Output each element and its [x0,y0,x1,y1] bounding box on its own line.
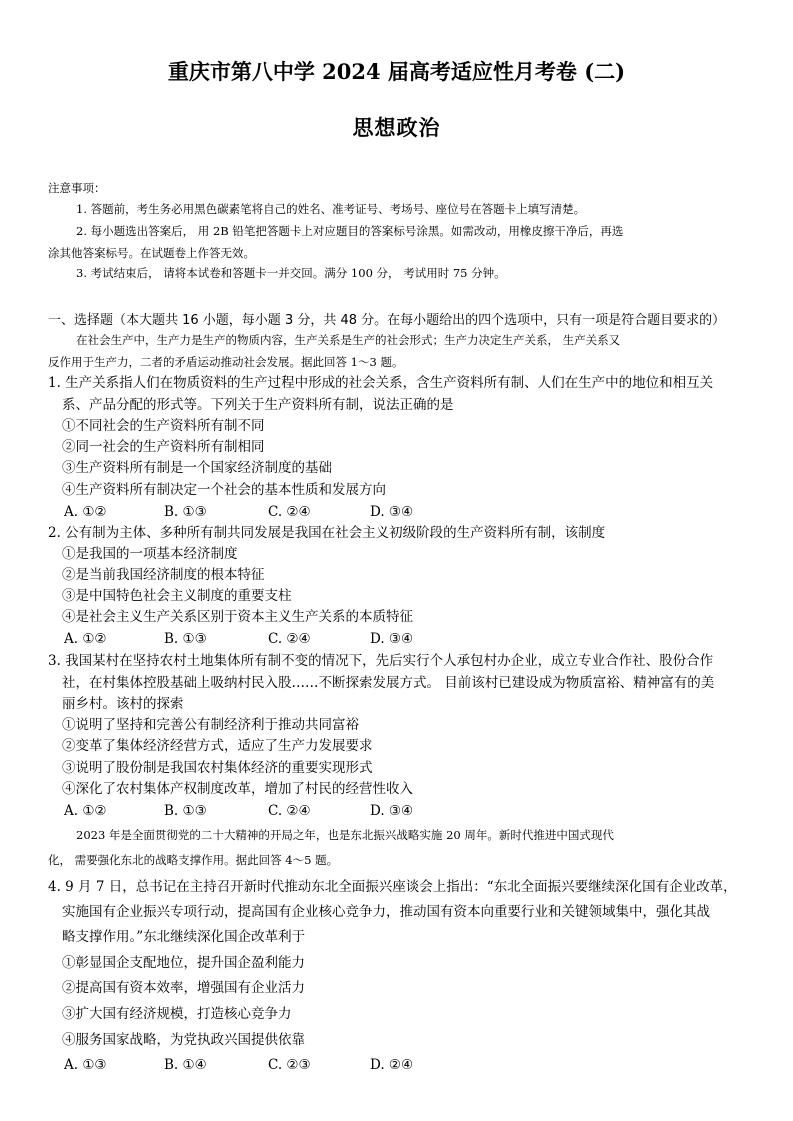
passage-line: 在社会生产中，生产力是生产的物质内容，生产关系是生产的社会形式；生产力决定生产关系， 生产关系又 [76,333,621,347]
question-2-item: ②是当前我国经济制度的根本特征 [62,567,265,583]
question-1-item: ③生产资料所有制是一个国家经济制度的基础 [62,460,332,476]
passage-line: 2023 年是全面贯彻党的二十大精神的开局之年，也是东北振兴战略实施 20 周年。新时代推进中国式现代 [76,828,614,842]
note-line: 1. 答题前，考生务必用黑色碳素笔将自己的姓名、准考证号、考场号、座位号在答题卡上填写清楚。 [76,202,586,216]
section-heading: 一、选择题（本大题共 16 小题，每小题 3 分，共 48 分。在每小题给出的四个选项中，只有一项是符合题目要求的） [48,313,726,328]
question-2-option-b: B. ①③ [164,631,207,647]
question-3-item: ②变革了集体经济经营方式，适应了生产力发展要求 [62,738,373,754]
question-4-option-c: C. ②③ [268,1057,311,1073]
question-1-item: ①不同社会的生产资料所有制不同 [62,418,265,434]
question-3-item: ③说明了股份制是我国农村集体经济的重要实现形式 [62,760,373,776]
question-4-item: ①彰显国企支配地位，提升国企盈利能力 [62,955,305,971]
question-4-item: ④服务国家战略，为党执政兴国提供依靠 [62,1032,305,1048]
question-3-option-a: A. ①② [64,803,107,819]
notes-heading: 注意事项： [48,181,106,195]
passage-line: 反作用于生产力，二者的矛盾运动推动社会发展。据此回答 1～3 题。 [48,355,404,369]
question-4-stem: 实施国有企业振兴专项行动，提高国有企业核心竞争力，推动国有资本向重要行业和关键领域集中，强化其战 [62,904,710,920]
question-3-stem: 3. 我国某村在坚持农村土地集体所有制不变的情况下，先后实行个人承包村办企业，成立专业合作社、股份合作 [48,653,714,669]
question-3-item: ①说明了坚持和完善公有制经济利于推动共同富裕 [62,717,359,733]
question-1-stem: 系、产品分配的形式等。下列关于生产资料所有制，说法正确的是 [62,397,454,413]
question-4-option-a: A. ①③ [64,1057,107,1073]
question-4-item: ③扩大国有经济规模，打造核心竞争力 [62,1006,292,1022]
question-2-stem: 2. 公有制为主体、多种所有制共同发展是我国在社会主义初级阶段的生产资料所有制，该制度 [48,525,606,541]
question-1-option-a: A. ①② [64,504,107,520]
note-line: 涂其他答案标号。在试题卷上作答无效。 [48,246,255,260]
question-3-item: ④深化了农村集体产权制度改革，增加了村民的经营性收入 [62,781,413,797]
question-3-option-c: C. ②④ [268,803,311,819]
exam-title: 重庆市第八中学 2024 届高考适应性月考卷 (二) [167,59,626,84]
question-2-option-d: D. ③④ [370,631,414,647]
question-1-item: ④生产资料所有制决定一个社会的基本性质和发展方向 [62,482,386,498]
question-2-item: ①是我国的一项基本经济制度 [62,546,238,562]
note-line: 3. 考试结束后， 请将本试卷和答题卡一并交回。满分 100 分， 考试用时 75 分钟。 [76,266,506,280]
question-2-option-a: A. ①② [64,631,107,647]
passage-line: 化， 需要强化东北的战略支撑作用。据此回答 4～5 题。 [48,853,339,867]
note-line: 2. 每小题选出答案后， 用 2B 铅笔把答题卡上对应题目的答案标号涂黑。如需改动，用橡皮擦干净后，再选 [76,224,624,238]
question-2-option-c: C. ②④ [268,631,311,647]
question-1-option-d: D. ③④ [370,504,414,520]
question-3-stem: 丽乡村。该村的探索 [62,696,184,712]
question-1-option-c: C. ②④ [268,504,311,520]
question-3-option-d: D. ③④ [370,803,414,819]
question-4-option-b: B. ①④ [164,1057,207,1073]
question-4-stem: 4. 9 月 7 日，总书记在主持召开新时代推动东北全面振兴座谈会上指出：“东北全面振兴要继续深化国有企业改革， [48,879,737,895]
question-1-item: ②同一社会的生产资料所有制相同 [62,439,265,455]
question-4-item: ②提高国有资本效率，增强国有企业活力 [62,980,305,996]
subject-title: 思想政治 [352,115,441,140]
question-1-stem: 1. 生产关系指人们在物质资料的生产过程中形成的社会关系，含生产资料所有制、人们在生产中的地位和相互关 [48,375,714,391]
question-1-option-b: B. ①③ [164,504,207,520]
question-3-option-b: B. ①③ [164,803,207,819]
question-2-item: ③是中国特色社会主义制度的重要支柱 [62,588,292,604]
question-4-option-d: D. ②④ [370,1057,414,1073]
question-4-stem: 略支撑作用。”东北继续深化国企改革利于 [62,929,306,945]
question-3-stem: 社，在村集体控股基础上吸纳村民入股……不断探索发展方式。 目前该村已建设成为物质富裕、精神富有的美 [62,675,715,691]
question-2-item: ④是社会主义生产关系区别于资本主义生产关系的本质特征 [62,609,413,625]
